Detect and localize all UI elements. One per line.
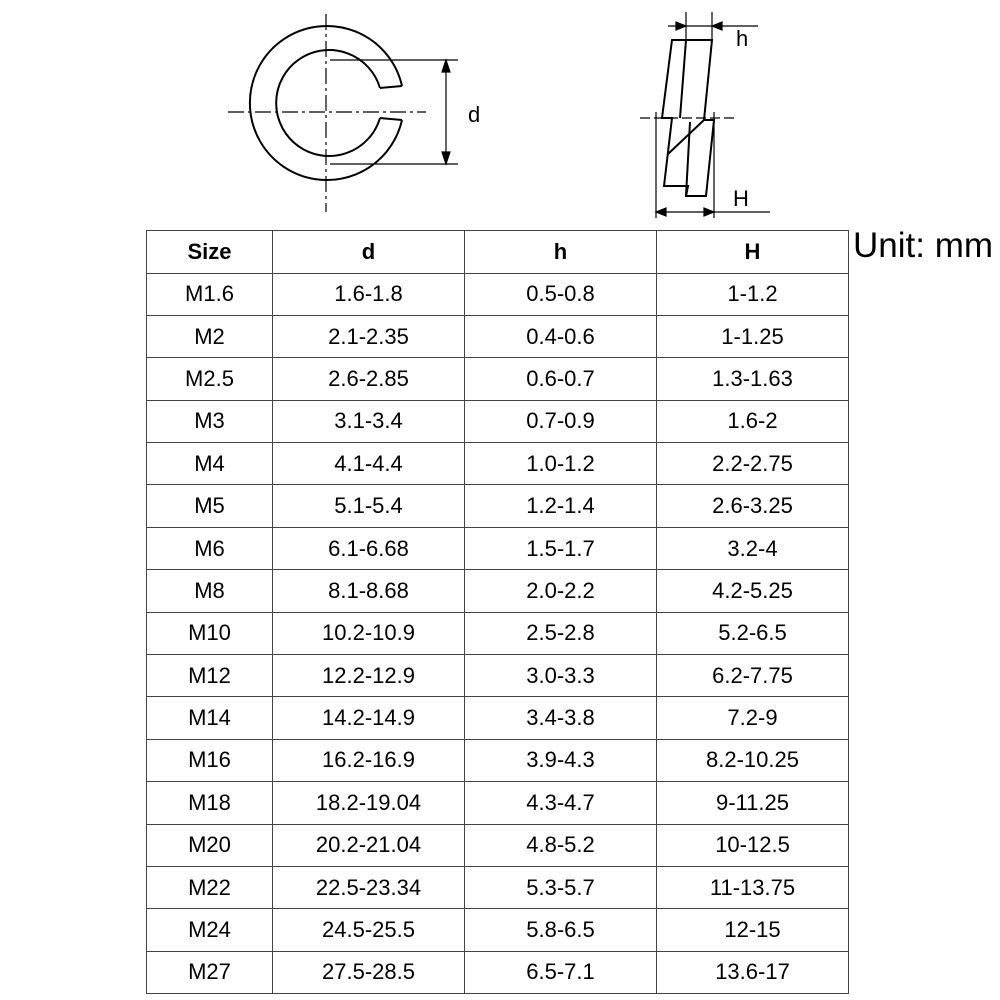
- table-body: [147, 273, 849, 994]
- cell-size: M5: [147, 485, 273, 527]
- cell-H: 7.2-9: [657, 697, 849, 739]
- cell-H: 2.6-3.25: [657, 485, 849, 527]
- table-row: [147, 358, 849, 400]
- cell-size: M2.5: [147, 358, 273, 400]
- cell-size: M1.6: [147, 273, 273, 315]
- table-row: [147, 485, 849, 527]
- cell-h: 5.3-5.7: [465, 866, 657, 908]
- unit-label: Unit: mm: [853, 226, 993, 265]
- cell-h: 0.7-0.9: [465, 400, 657, 442]
- cell-size: M4: [147, 443, 273, 485]
- header-d: d: [273, 231, 465, 274]
- cell-h: 1.0-1.2: [465, 443, 657, 485]
- cell-H: 4.2-5.25: [657, 570, 849, 612]
- cell-d: 6.1-6.68: [273, 527, 465, 569]
- cell-h: 4.3-4.7: [465, 782, 657, 824]
- cell-d: 16.2-16.9: [273, 739, 465, 781]
- table-row: [147, 824, 849, 866]
- table-row: [147, 612, 849, 654]
- cell-h: 5.8-6.5: [465, 909, 657, 951]
- cell-H: 6.2-7.75: [657, 655, 849, 697]
- cell-d: 3.1-3.4: [273, 400, 465, 442]
- table-row: [147, 443, 849, 485]
- table-row: [147, 697, 849, 739]
- cell-h: 6.5-7.1: [465, 951, 657, 993]
- cell-H: 1-1.2: [657, 273, 849, 315]
- cell-d: 4.1-4.4: [273, 443, 465, 485]
- header-h: h: [465, 231, 657, 274]
- cell-size: M14: [147, 697, 273, 739]
- cell-d: 18.2-19.04: [273, 782, 465, 824]
- cell-H: 3.2-4: [657, 527, 849, 569]
- cell-h: 3.0-3.3: [465, 655, 657, 697]
- cell-H: 2.2-2.75: [657, 443, 849, 485]
- table-row: [147, 400, 849, 442]
- table-row: [147, 782, 849, 824]
- cell-d: 8.1-8.68: [273, 570, 465, 612]
- cell-d: 1.6-1.8: [273, 273, 465, 315]
- cell-h: 0.6-0.7: [465, 358, 657, 400]
- cell-d: 20.2-21.04: [273, 824, 465, 866]
- table-row: [147, 951, 849, 993]
- cell-H: 1.6-2: [657, 400, 849, 442]
- cell-H: 9-11.25: [657, 782, 849, 824]
- table-row: [147, 273, 849, 315]
- cell-d: 22.5-23.34: [273, 866, 465, 908]
- table-row: [147, 527, 849, 569]
- cell-size: M27: [147, 951, 273, 993]
- cell-size: M2: [147, 315, 273, 357]
- dimension-h-label: h: [736, 26, 749, 51]
- table-row: [147, 570, 849, 612]
- cell-H: 11-13.75: [657, 866, 849, 908]
- table-row: [147, 739, 849, 781]
- cell-H: 10-12.5: [657, 824, 849, 866]
- cell-h: 1.2-1.4: [465, 485, 657, 527]
- cell-size: M12: [147, 655, 273, 697]
- dimension-d-label: d: [468, 102, 481, 127]
- table-row: [147, 655, 849, 697]
- cell-d: 5.1-5.4: [273, 485, 465, 527]
- cell-h: 1.5-1.7: [465, 527, 657, 569]
- spec-table: [146, 230, 849, 994]
- cell-size: M22: [147, 866, 273, 908]
- table-row: [147, 315, 849, 357]
- table-row: [147, 909, 849, 951]
- cell-size: M16: [147, 739, 273, 781]
- header-H: H: [657, 231, 849, 274]
- cell-size: M20: [147, 824, 273, 866]
- cell-size: M24: [147, 909, 273, 951]
- cell-h: 0.5-0.8: [465, 273, 657, 315]
- cell-h: 0.4-0.6: [465, 315, 657, 357]
- cell-d: 2.6-2.85: [273, 358, 465, 400]
- cell-H: 13.6-17: [657, 951, 849, 993]
- cell-h: 2.5-2.8: [465, 612, 657, 654]
- cell-H: 5.2-6.5: [657, 612, 849, 654]
- cell-H: 12-15: [657, 909, 849, 951]
- cell-size: M18: [147, 782, 273, 824]
- cell-H: 1-1.25: [657, 315, 849, 357]
- table-header-row: [147, 231, 849, 274]
- cell-H: 1.3-1.63: [657, 358, 849, 400]
- cell-d: 14.2-14.9: [273, 697, 465, 739]
- header-size: Size: [147, 231, 273, 274]
- cell-h: 3.9-4.3: [465, 739, 657, 781]
- center-lines: [228, 14, 426, 212]
- cell-d: 27.5-28.5: [273, 951, 465, 993]
- dimension-H-label: H: [733, 186, 749, 211]
- cell-size: M3: [147, 400, 273, 442]
- table-row: [147, 866, 849, 908]
- cell-d: 2.1-2.35: [273, 315, 465, 357]
- cell-size: M6: [147, 527, 273, 569]
- cell-d: 24.5-25.5: [273, 909, 465, 951]
- cell-H: 8.2-10.25: [657, 739, 849, 781]
- cell-h: 2.0-2.2: [465, 570, 657, 612]
- dimension-H: [640, 112, 770, 218]
- cell-d: 12.2-12.9: [273, 655, 465, 697]
- spring-washer-drawing: [0, 0, 1000, 230]
- cell-size: M10: [147, 612, 273, 654]
- cell-d: 10.2-10.9: [273, 612, 465, 654]
- cell-size: M8: [147, 570, 273, 612]
- cell-h: 3.4-3.8: [465, 697, 657, 739]
- cell-h: 4.8-5.2: [465, 824, 657, 866]
